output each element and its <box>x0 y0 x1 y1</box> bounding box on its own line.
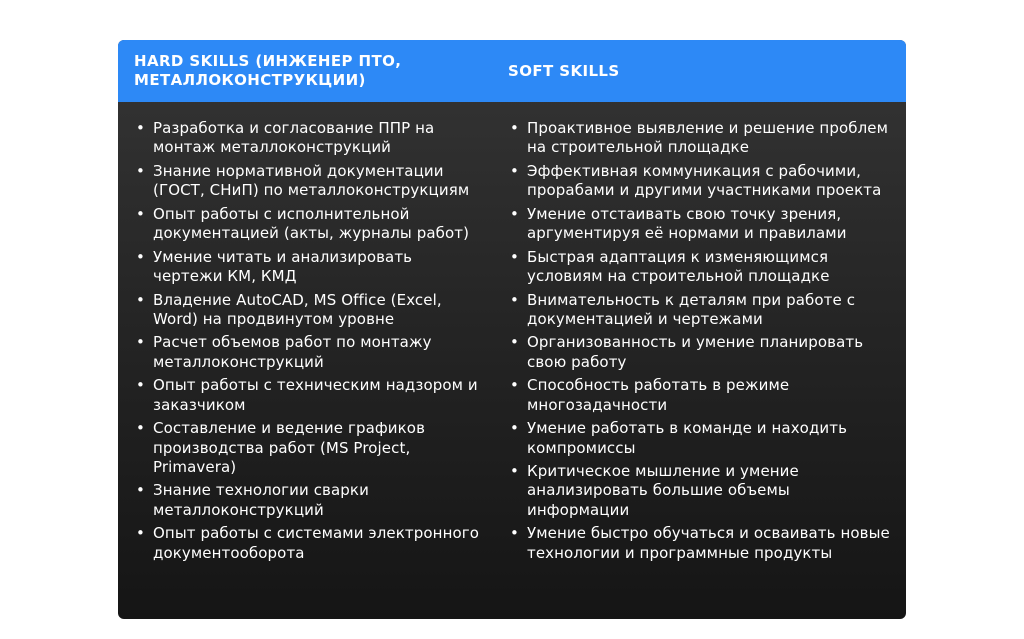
soft-skill-text: Проактивное выявление и решение проблем на строительной площадке <box>527 119 889 157</box>
hard-skill-text: Умение читать и анализировать чертежи КМ, КМД <box>153 247 413 285</box>
bullet-icon: • <box>510 119 519 137</box>
list-item <box>508 462 893 520</box>
hard-skills-list <box>134 119 484 567</box>
soft-skill-text: Умение отстаивать свою точку зрения, аргументируя её нормами и правилами <box>527 204 847 243</box>
bullet-icon: • <box>136 247 145 266</box>
skills-table <box>118 40 906 619</box>
hard-skill-text: Разработка и согласование ППР на монтаж металлоконструкций <box>153 119 435 157</box>
bullet-icon: • <box>136 376 145 395</box>
list-item <box>134 376 484 415</box>
list-item <box>134 162 484 201</box>
bullet-icon: • <box>510 204 519 223</box>
list-item <box>508 291 893 330</box>
bullet-icon: • <box>510 524 519 543</box>
list-item <box>134 119 484 158</box>
soft-skill-text: Внимательность к деталям при работе с документацией и чертежами <box>527 290 856 328</box>
list-item <box>134 248 484 287</box>
bullet-icon: • <box>510 419 519 438</box>
hard-skill-text: Опыт работы с исполнительной документацией (акты, журналы работ) <box>153 204 470 243</box>
soft-skill-text: Умение быстро обучаться и осваивать новые технологии и программные продукты <box>527 524 890 562</box>
soft-skill-text: Умение работать в команде и находить компромиссы <box>527 419 848 457</box>
bullet-icon: • <box>136 290 145 309</box>
hard-skills-heading: HARD SKILLS (ИНЖЕНЕР ПТО, МЕТАЛЛОКОНСТРУКЦИИ) <box>134 52 402 89</box>
hard-skill-text: Опыт работы с техническим надзором и заказчиком <box>153 376 478 414</box>
bullet-icon: • <box>136 524 145 543</box>
bullet-icon: • <box>136 204 145 223</box>
hard-skill-text: Составление и ведение графиков производства работ (MS Project, Primavera) <box>153 419 426 476</box>
soft-skill-text: Быстрая адаптация к изменяющимся условиям на строительной площадке <box>527 247 830 285</box>
hard-skill-text: Расчет объемов работ по монтажу металлоконструкций <box>153 333 432 371</box>
list-item <box>508 162 893 201</box>
bullet-icon: • <box>510 462 519 481</box>
soft-skills-list <box>508 119 893 567</box>
hard-skill-text: Опыт работы с системами электронного документооборота <box>153 524 480 562</box>
hard-skill-text: Знание нормативной документации (ГОСТ, СНиП) по металлоконструкциям <box>153 161 470 200</box>
list-item <box>134 419 484 477</box>
bullet-icon: • <box>510 333 519 352</box>
list-item <box>508 333 893 372</box>
bullet-icon: • <box>136 333 145 352</box>
soft-skill-text: Эффективная коммуникация с рабочими, прорабами и другими участниками проекта <box>527 161 882 200</box>
list-item <box>134 291 484 330</box>
hard-skill-text: Владение AutoCAD, MS Office (Excel, Word) на продвинутом уровне <box>153 290 442 328</box>
list-item <box>508 205 893 244</box>
list-item <box>508 524 893 563</box>
bullet-icon: • <box>510 161 519 180</box>
bullet-icon: • <box>510 290 519 309</box>
bullet-icon: • <box>136 119 145 137</box>
bullet-icon: • <box>510 376 519 395</box>
list-item <box>508 419 893 458</box>
list-item <box>508 376 893 415</box>
bullet-icon: • <box>136 481 145 500</box>
soft-skills-heading: SOFT SKILLS <box>508 61 620 80</box>
list-item <box>134 333 484 372</box>
hard-skill-text: Знание технологии сварки металлоконструкций <box>153 481 369 519</box>
bullet-icon: • <box>510 247 519 266</box>
soft-skill-text: Критическое мышление и умение анализировать большие объемы информации <box>527 462 799 519</box>
bullet-icon: • <box>136 161 145 180</box>
list-item <box>134 205 484 244</box>
soft-skill-text: Способность работать в режиме многозадачности <box>527 376 790 414</box>
soft-skill-text: Организованность и умение планировать свою работу <box>527 333 864 371</box>
list-item <box>134 481 484 520</box>
table-header <box>118 40 906 102</box>
list-item <box>134 524 484 563</box>
list-item <box>508 248 893 287</box>
list-item <box>508 119 893 158</box>
bullet-icon: • <box>136 419 145 438</box>
